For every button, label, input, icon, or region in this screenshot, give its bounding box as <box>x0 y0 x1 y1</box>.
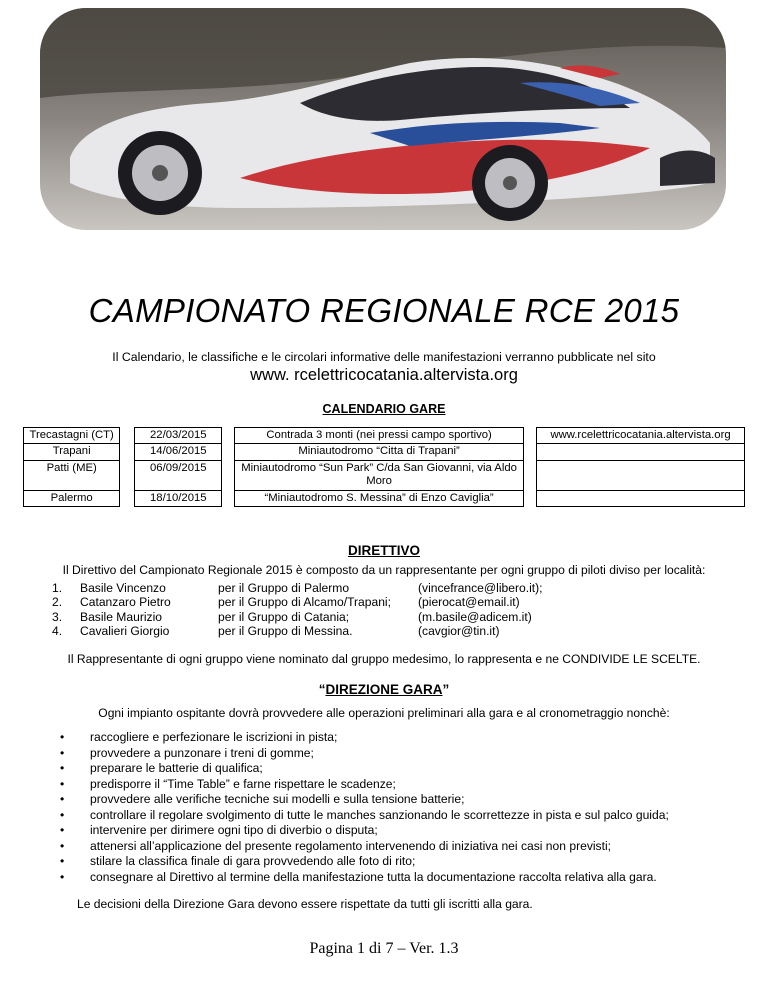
member-email: (m.basile@adicem.it) <box>418 609 532 624</box>
list-number: 2. <box>52 595 63 610</box>
intro-text: Il Calendario, le classifiche e le circolari informative delle manifestazioni verranno pubblicate nel sito <box>112 350 656 364</box>
task-text: preparare le batterie di qualifica; <box>90 761 263 775</box>
direzione-heading-text: DIREZIONE GARA <box>325 682 443 697</box>
bullet-icon: • <box>60 776 65 791</box>
table-cell-date: 14/06/2015 <box>135 444 222 460</box>
task-list <box>60 730 669 885</box>
list-item <box>52 624 732 638</box>
closing-text: Le decisioni della Direzione Gara devono essere rispettate da tutti gli iscritti alla gara. <box>77 897 533 911</box>
table-cell-date: 18/10/2015 <box>135 490 222 506</box>
table-cell-place: Trapani <box>24 444 120 460</box>
table-row <box>24 460 745 490</box>
list-item <box>60 808 669 824</box>
bullet-icon: • <box>60 807 65 822</box>
table-cell-site <box>537 444 745 460</box>
list-item <box>60 777 669 793</box>
race-car-illustration <box>40 8 726 230</box>
calendar-table <box>23 427 745 507</box>
page-footer: Pagina 1 di 7 – Ver. 1.3 <box>309 940 459 957</box>
table-cell-venue: Miniautodromo “Sun Park” C/da San Giovanni, via Aldo Moro <box>235 460 524 490</box>
member-name: Basile Maurizio <box>80 609 162 624</box>
table-row <box>24 444 745 460</box>
table-row <box>24 490 745 506</box>
task-text: raccogliere e perfezionare le iscrizioni in pista; <box>90 730 338 744</box>
table-cell-date: 22/03/2015 <box>135 428 222 444</box>
table-row <box>24 428 745 444</box>
direttivo-intro: Il Direttivo del Campionato Regionale 2015 è composto da un rappresentante per ogni gruppo di piloti diviso per località: <box>62 563 706 577</box>
list-item <box>60 839 669 855</box>
table-cell-venue: “Miniautodromo S. Messina” di Enzo Caviglia” <box>235 490 524 506</box>
member-name: Basile Vincenzo <box>80 581 166 595</box>
table-cell-date: 06/09/2015 <box>135 460 222 490</box>
member-group: per il Gruppo di Catania; <box>218 609 350 624</box>
member-email: (cavgior@tin.it) <box>418 624 500 639</box>
table-cell-place: Patti (ME) <box>24 460 120 490</box>
task-text: provvedere a punzonare i treni di gomme; <box>90 745 314 760</box>
bullet-icon: • <box>60 854 65 868</box>
bullet-icon: • <box>60 869 65 884</box>
list-item <box>60 761 669 777</box>
table-cell-place: Palermo <box>24 490 120 506</box>
task-text: predisporre il “Time Table” e farne rispettare le scadenze; <box>90 776 396 791</box>
quote-open: “ <box>318 682 326 697</box>
member-name: Catanzaro Pietro <box>80 595 171 610</box>
task-text: consegnare al Direttivo al termine della manifestazione tutta la documentazione raccolta relativa alla gara. <box>90 869 657 884</box>
task-text: controllare il regolare svolgimento di tutte le manches sanzionando le scorrettezze in pista e sul palco guida; <box>90 807 669 822</box>
list-item <box>60 823 669 839</box>
table-cell-venue: Contrada 3 monti (nei pressi campo sportivo) <box>235 428 524 444</box>
table-cell-place: Trecastagni (CT) <box>24 428 120 444</box>
direttivo-heading: DIRETTIVO <box>347 543 420 558</box>
bullet-icon: • <box>60 823 65 837</box>
list-item <box>52 581 732 595</box>
representatives-list <box>52 581 732 639</box>
list-item <box>60 746 669 762</box>
member-group: per il Gruppo di Palermo <box>218 581 350 595</box>
list-item <box>52 595 732 609</box>
list-item <box>60 870 669 886</box>
quote-close: ” <box>442 682 450 697</box>
table-cell-site <box>537 490 745 506</box>
website-url: www. rcelettricocatania.altervista.org <box>250 366 518 384</box>
table-cell-site <box>537 460 745 490</box>
member-group: per il Gruppo di Alcamo/Trapani; <box>218 595 391 610</box>
member-email: (vincefrance@libero.it); <box>418 581 543 595</box>
task-text: intervenire per dirimere ogni tipo di diverbio o disputa; <box>90 823 378 837</box>
member-email: (pierocat@email.it) <box>418 595 520 610</box>
list-number: 4. <box>52 624 63 639</box>
bullet-icon: • <box>60 761 65 775</box>
bullet-icon: • <box>60 792 65 806</box>
header-race-car-image <box>40 8 726 230</box>
bullet-icon: • <box>60 730 65 744</box>
bullet-icon: • <box>60 838 65 853</box>
list-item <box>52 610 732 624</box>
list-item <box>60 854 669 870</box>
member-group: per il Gruppo di Messina. <box>218 624 353 639</box>
table-cell-site: www.rcelettricocatania.altervista.org <box>537 428 745 444</box>
task-text: attenersi all’applicazione del presente regolamento intervenendo di iniziativa nei casi non previsti; <box>90 838 612 853</box>
task-text: stilare la classifica finale di gara provvedendo alle foto di rito; <box>90 854 416 868</box>
direttivo-note: Il Rappresentante di ogni gruppo viene nominato dal gruppo medesimo, lo rappresenta e ne CONDIVIDE LE SCELTE. <box>67 652 701 666</box>
list-number: 3. <box>52 609 63 624</box>
calendar-heading: CALENDARIO GARE <box>322 402 446 416</box>
task-text: provvedere alle verifiche tecniche sui modelli e sulla tensione batterie; <box>90 792 465 806</box>
direzione-intro: Ogni impianto ospitante dovrà provvedere alle operazioni preliminari alla gara e al cronometraggio nonchè: <box>98 706 670 720</box>
list-item <box>60 730 669 746</box>
list-number: 1. <box>52 581 63 595</box>
member-name: Cavalieri Giorgio <box>80 624 170 639</box>
bullet-icon: • <box>60 745 65 760</box>
direzione-heading <box>0 682 768 697</box>
table-cell-venue: Miniautodromo “Citta di Trapani” <box>235 444 524 460</box>
page-title: CAMPIONATO REGIONALE RCE 2015 <box>88 292 680 329</box>
list-item <box>60 792 669 808</box>
